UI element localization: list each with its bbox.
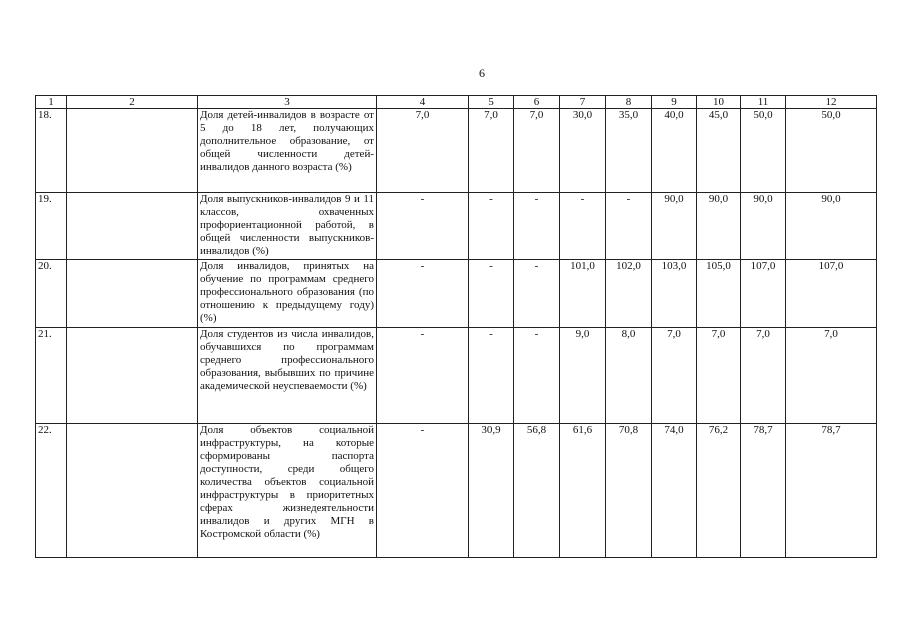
value-cell: 90,0 bbox=[697, 193, 741, 260]
value-cell: - bbox=[514, 193, 560, 260]
row-empty-cell bbox=[67, 193, 198, 260]
value-cell: 30,0 bbox=[560, 109, 606, 193]
value-cell: 7,0 bbox=[514, 109, 560, 193]
column-header: 6 bbox=[514, 96, 560, 109]
value-cell: - bbox=[469, 328, 514, 424]
row-number: 19. bbox=[36, 193, 67, 260]
value-cell: 90,0 bbox=[652, 193, 697, 260]
value-cell: 78,7 bbox=[741, 424, 786, 558]
value-cell: 8,0 bbox=[606, 328, 652, 424]
column-header: 2 bbox=[67, 96, 198, 109]
value-cell: 35,0 bbox=[606, 109, 652, 193]
value-cell: 76,2 bbox=[697, 424, 741, 558]
indicator-description: Доля студентов из числа инвалидов, обучавшихся по программам среднего профессионального образования, выбывших по причине академической неуспеваемости (%) bbox=[198, 328, 377, 424]
value-cell: - bbox=[377, 328, 469, 424]
column-header: 11 bbox=[741, 96, 786, 109]
value-cell: - bbox=[606, 193, 652, 260]
indicator-description: Доля объектов социальной инфраструктуры, на которые сформированы паспорта доступности, среди общего количества объектов социальной инфраструктуры в приоритетных сферах жизнедеятельности инвалидов и других МГН в Костромской области (%) bbox=[198, 424, 377, 558]
value-cell: 107,0 bbox=[741, 260, 786, 328]
column-header: 5 bbox=[469, 96, 514, 109]
value-cell: 101,0 bbox=[560, 260, 606, 328]
value-cell: 7,0 bbox=[377, 109, 469, 193]
value-cell: 7,0 bbox=[697, 328, 741, 424]
row-empty-cell bbox=[67, 424, 198, 558]
value-cell: 9,0 bbox=[560, 328, 606, 424]
column-header: 1 bbox=[36, 96, 67, 109]
column-header: 8 bbox=[606, 96, 652, 109]
row-empty-cell bbox=[67, 260, 198, 328]
value-cell: 7,0 bbox=[469, 109, 514, 193]
row-empty-cell bbox=[67, 328, 198, 424]
value-cell: - bbox=[469, 193, 514, 260]
table-row bbox=[36, 424, 877, 558]
value-cell: 90,0 bbox=[741, 193, 786, 260]
value-cell: 107,0 bbox=[786, 260, 877, 328]
value-cell: 7,0 bbox=[741, 328, 786, 424]
column-header: 12 bbox=[786, 96, 877, 109]
table-row bbox=[36, 328, 877, 424]
value-cell: 7,0 bbox=[786, 328, 877, 424]
value-cell: 74,0 bbox=[652, 424, 697, 558]
value-cell: 103,0 bbox=[652, 260, 697, 328]
value-cell: 56,8 bbox=[514, 424, 560, 558]
value-cell: 78,7 bbox=[786, 424, 877, 558]
indicator-description: Доля инвалидов, принятых на обучение по программам среднего профессионального образования (по отношению к предыдущему году) (%) bbox=[198, 260, 377, 328]
row-empty-cell bbox=[67, 109, 198, 193]
value-cell: - bbox=[560, 193, 606, 260]
value-cell: 50,0 bbox=[741, 109, 786, 193]
row-number: 18. bbox=[36, 109, 67, 193]
value-cell: 61,6 bbox=[560, 424, 606, 558]
table-row bbox=[36, 193, 877, 260]
value-cell: 50,0 bbox=[786, 109, 877, 193]
value-cell: - bbox=[377, 260, 469, 328]
value-cell: - bbox=[514, 260, 560, 328]
value-cell: - bbox=[377, 193, 469, 260]
table-row bbox=[36, 260, 877, 328]
table-row bbox=[36, 109, 877, 193]
value-cell: 45,0 bbox=[697, 109, 741, 193]
value-cell: 70,8 bbox=[606, 424, 652, 558]
value-cell: - bbox=[514, 328, 560, 424]
indicator-description: Доля детей-инвалидов в возрасте от 5 до 18 лет, получающих дополнительное образование, от общей численности детей-инвалидов данного возраста (%) bbox=[198, 109, 377, 193]
column-header: 9 bbox=[652, 96, 697, 109]
column-header: 3 bbox=[198, 96, 377, 109]
row-number: 21. bbox=[36, 328, 67, 424]
column-header: 4 bbox=[377, 96, 469, 109]
column-header: 10 bbox=[697, 96, 741, 109]
value-cell: 90,0 bbox=[786, 193, 877, 260]
value-cell: 105,0 bbox=[697, 260, 741, 328]
indicators-table bbox=[35, 95, 877, 558]
row-number: 20. bbox=[36, 260, 67, 328]
value-cell: - bbox=[469, 260, 514, 328]
page-number: 6 bbox=[479, 66, 485, 80]
value-cell: - bbox=[377, 424, 469, 558]
value-cell: 40,0 bbox=[652, 109, 697, 193]
value-cell: 7,0 bbox=[652, 328, 697, 424]
value-cell: 30,9 bbox=[469, 424, 514, 558]
indicator-description: Доля выпускников-инвалидов 9 и 11 классов, охваченных профориентационной работой, в общей численности выпускников-инвалидов (%) bbox=[198, 193, 377, 260]
column-header: 7 bbox=[560, 96, 606, 109]
value-cell: 102,0 bbox=[606, 260, 652, 328]
row-number: 22. bbox=[36, 424, 67, 558]
table-header-row bbox=[36, 96, 877, 109]
